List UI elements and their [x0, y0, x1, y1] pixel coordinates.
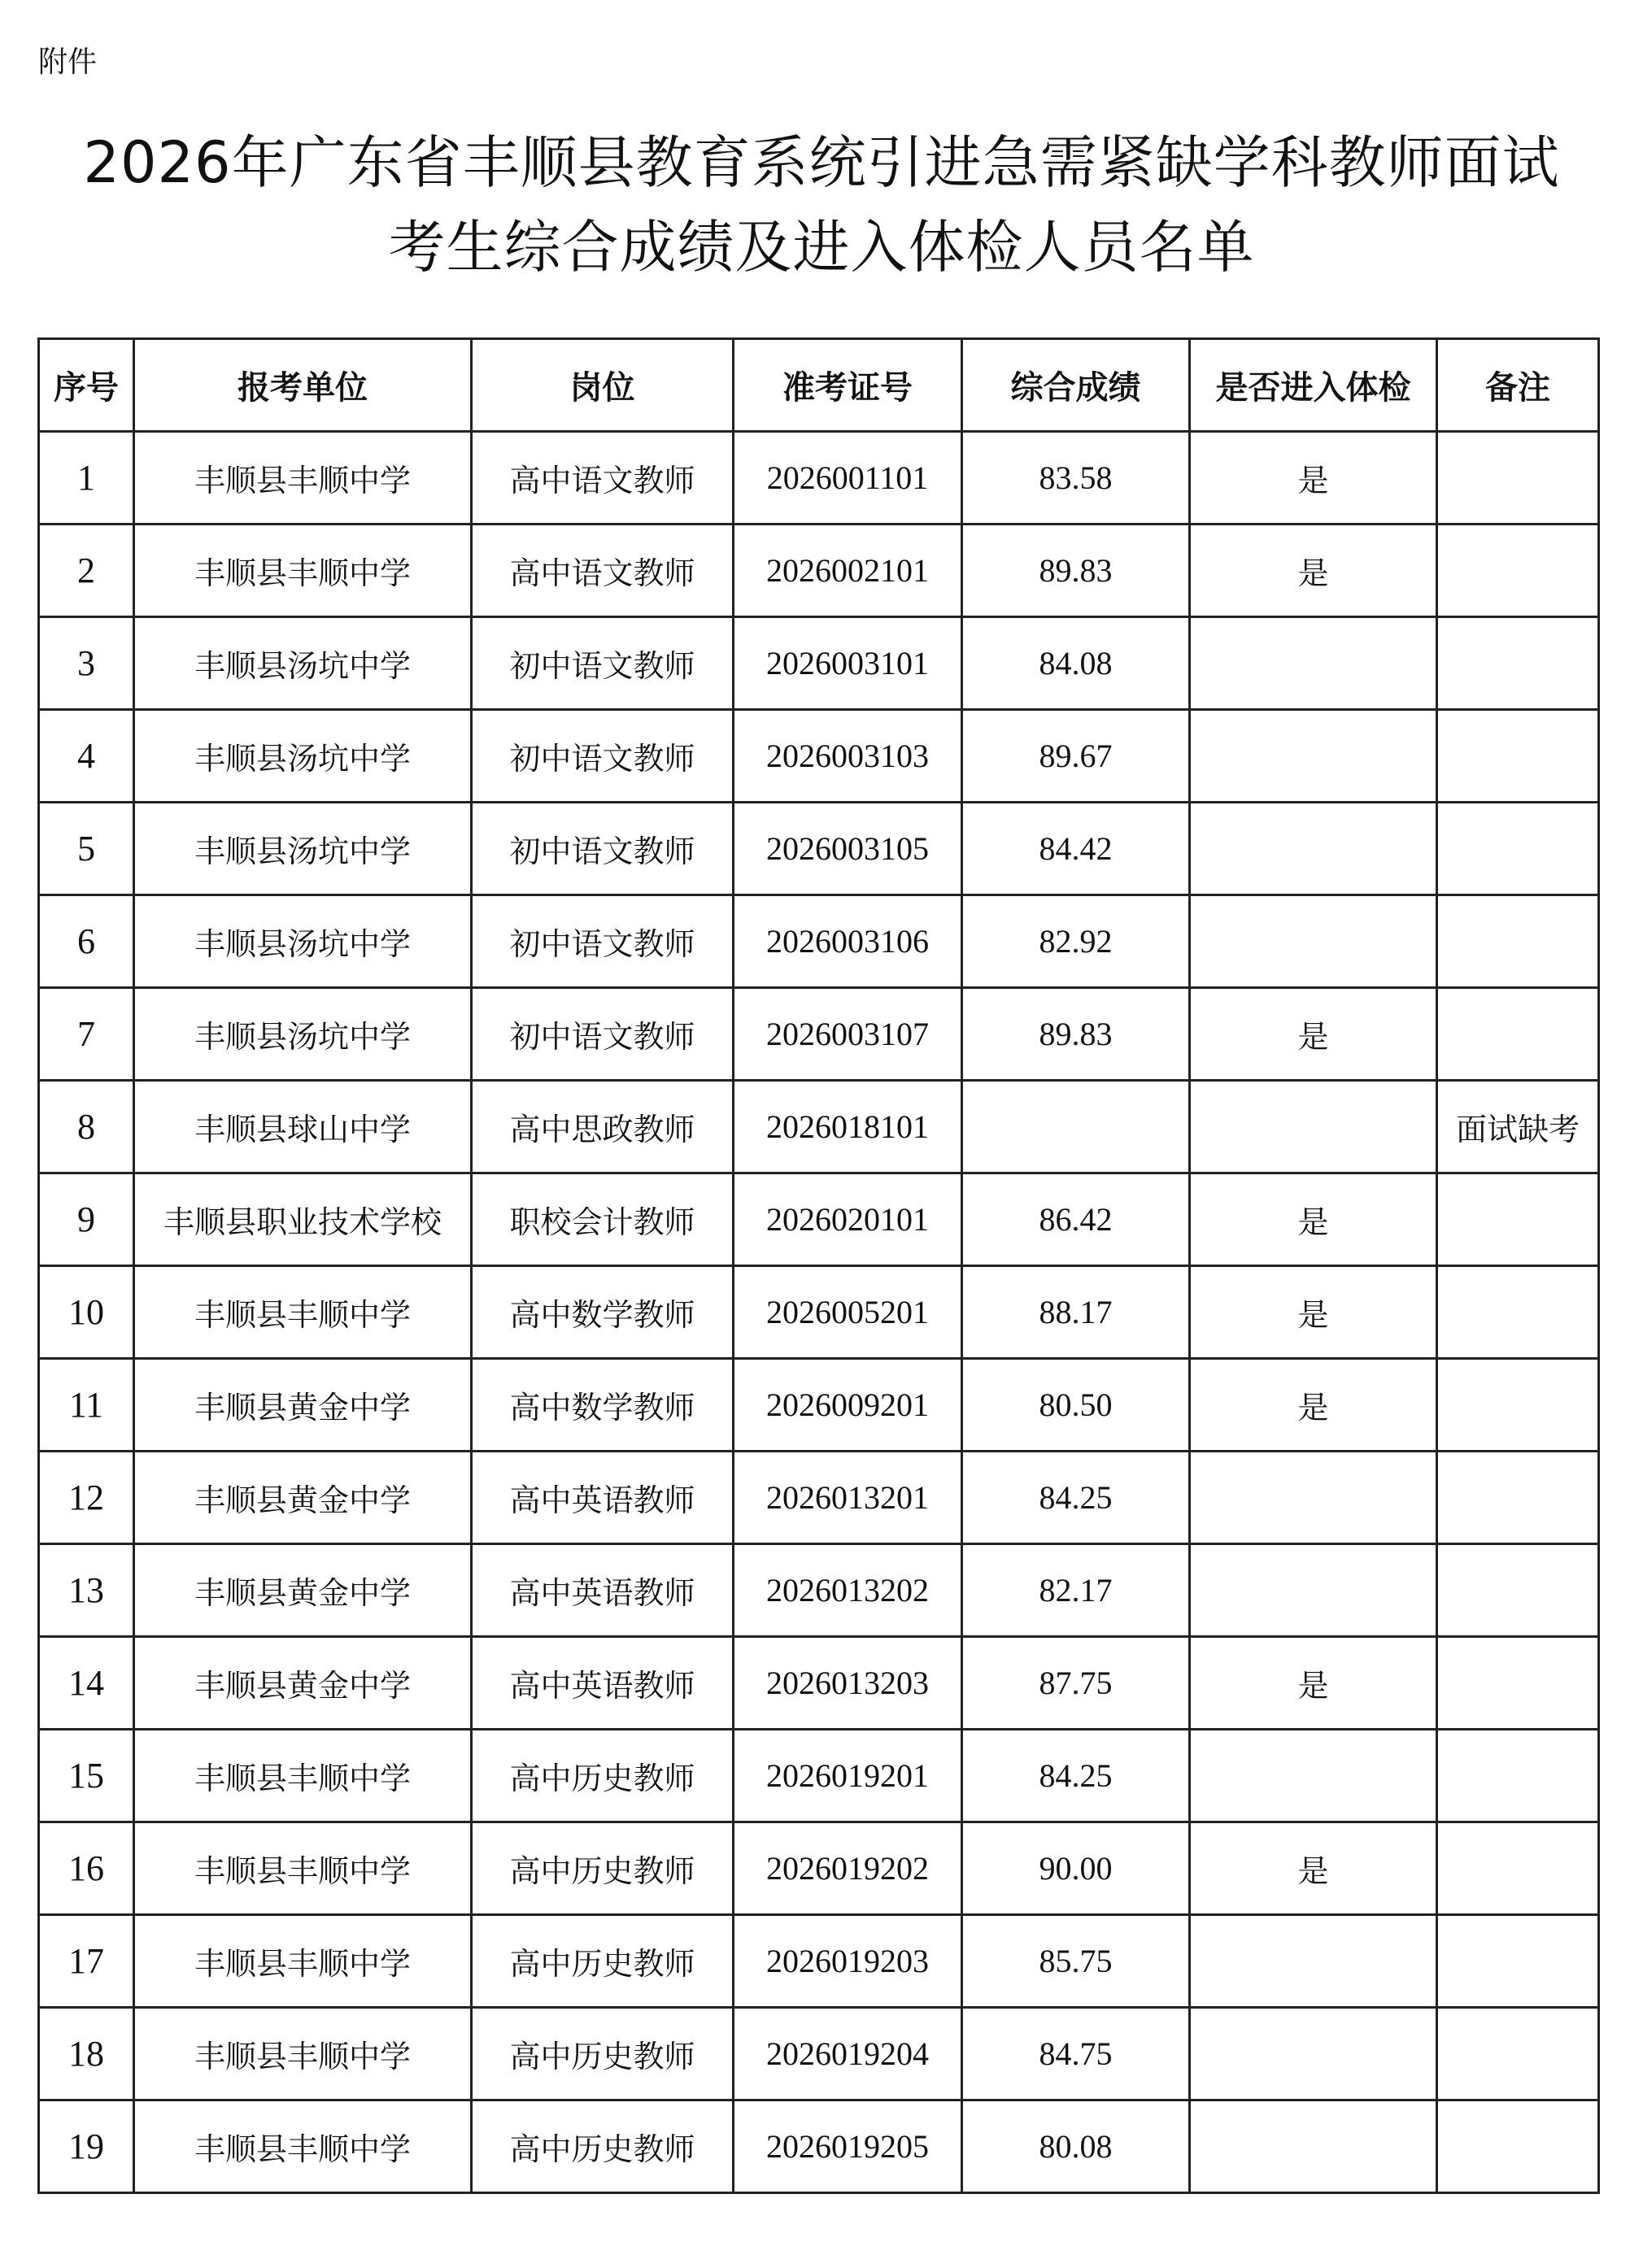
cell-unit: 丰顺县丰顺中学	[134, 1822, 472, 1915]
cell-exam-id: 2026003105	[734, 803, 962, 895]
cell-position: 初中语文教师	[472, 988, 734, 1081]
cell-physical-exam	[1190, 1081, 1437, 1173]
attachment-label: 附件	[38, 46, 98, 79]
cell-exam-id: 2026003106	[734, 895, 962, 988]
cell-remarks	[1437, 617, 1599, 710]
cell-score: 82.17	[962, 1544, 1190, 1637]
cell-unit: 丰顺县丰顺中学	[134, 432, 472, 525]
table-row	[39, 1544, 1599, 1637]
column-header-score: 综合成绩	[962, 339, 1190, 432]
table-row	[39, 1452, 1599, 1544]
cell-unit: 丰顺县丰顺中学	[134, 1730, 472, 1822]
title-line-2: 考生综合成绩及进入体检人员名单	[388, 214, 1255, 281]
column-header-physical-exam: 是否进入体检	[1190, 339, 1437, 432]
cell-index: 1	[39, 432, 134, 525]
cell-remarks	[1437, 1730, 1599, 1822]
cell-unit: 丰顺县丰顺中学	[134, 2100, 472, 2193]
cell-position: 高中数学教师	[472, 1359, 734, 1452]
cell-physical-exam	[1190, 895, 1437, 988]
cell-unit: 丰顺县丰顺中学	[134, 2008, 472, 2100]
cell-physical-exam: 是	[1190, 1266, 1437, 1359]
cell-index: 11	[39, 1359, 134, 1452]
cell-index: 7	[39, 988, 134, 1081]
cell-exam-id: 2026019203	[734, 1915, 962, 2008]
cell-index: 15	[39, 1730, 134, 1822]
cell-position: 初中语文教师	[472, 803, 734, 895]
table-row	[39, 2008, 1599, 2100]
cell-physical-exam	[1190, 1915, 1437, 2008]
table-row	[39, 1266, 1599, 1359]
title-line-1: 2026年广东省丰顺县教育系统引进急需紧缺学科教师面试	[83, 129, 1560, 196]
document-title	[0, 120, 1643, 289]
table-row	[39, 1822, 1599, 1915]
cell-physical-exam	[1190, 1544, 1437, 1637]
cell-index: 2	[39, 525, 134, 617]
cell-physical-exam	[1190, 2100, 1437, 2193]
cell-exam-id: 2026003101	[734, 617, 962, 710]
cell-unit: 丰顺县汤坑中学	[134, 988, 472, 1081]
table-row	[39, 432, 1599, 525]
cell-score: 80.50	[962, 1359, 1190, 1452]
cell-position: 初中语文教师	[472, 895, 734, 988]
cell-score: 84.75	[962, 2008, 1190, 2100]
table-row	[39, 1173, 1599, 1266]
cell-score: 88.17	[962, 1266, 1190, 1359]
cell-position: 高中历史教师	[472, 1822, 734, 1915]
cell-score: 84.42	[962, 803, 1190, 895]
cell-score: 84.25	[962, 1452, 1190, 1544]
cell-exam-id: 2026002101	[734, 525, 962, 617]
cell-index: 4	[39, 710, 134, 803]
cell-remarks	[1437, 803, 1599, 895]
cell-score: 84.25	[962, 1730, 1190, 1822]
table-row	[39, 1081, 1599, 1173]
cell-position: 高中数学教师	[472, 1266, 734, 1359]
cell-score: 89.67	[962, 710, 1190, 803]
cell-index: 3	[39, 617, 134, 710]
cell-physical-exam: 是	[1190, 525, 1437, 617]
cell-exam-id: 2026009201	[734, 1359, 962, 1452]
cell-unit: 丰顺县黄金中学	[134, 1359, 472, 1452]
cell-score: 80.08	[962, 2100, 1190, 2193]
cell-exam-id: 2026001101	[734, 432, 962, 525]
cell-physical-exam	[1190, 1452, 1437, 1544]
cell-remarks	[1437, 1544, 1599, 1637]
cell-unit: 丰顺县丰顺中学	[134, 525, 472, 617]
cell-score: 84.08	[962, 617, 1190, 710]
cell-exam-id: 2026005201	[734, 1266, 962, 1359]
table-row	[39, 1915, 1599, 2008]
cell-index: 9	[39, 1173, 134, 1266]
table-row	[39, 710, 1599, 803]
cell-index: 13	[39, 1544, 134, 1637]
cell-position: 高中英语教师	[472, 1544, 734, 1637]
cell-score	[962, 1081, 1190, 1173]
cell-remarks	[1437, 1359, 1599, 1452]
table-row	[39, 1637, 1599, 1730]
cell-index: 12	[39, 1452, 134, 1544]
cell-index: 19	[39, 2100, 134, 2193]
cell-exam-id: 2026019205	[734, 2100, 962, 2193]
cell-remarks	[1437, 2008, 1599, 2100]
cell-unit: 丰顺县汤坑中学	[134, 710, 472, 803]
cell-unit: 丰顺县汤坑中学	[134, 895, 472, 988]
cell-physical-exam: 是	[1190, 1173, 1437, 1266]
cell-position: 初中语文教师	[472, 710, 734, 803]
cell-score: 83.58	[962, 432, 1190, 525]
cell-position: 高中语文教师	[472, 525, 734, 617]
cell-position: 高中历史教师	[472, 2008, 734, 2100]
column-header-remarks: 备注	[1437, 339, 1599, 432]
column-header-index: 序号	[39, 339, 134, 432]
cell-unit: 丰顺县球山中学	[134, 1081, 472, 1173]
cell-index: 10	[39, 1266, 134, 1359]
cell-unit: 丰顺县汤坑中学	[134, 617, 472, 710]
cell-exam-id: 2026019204	[734, 2008, 962, 2100]
cell-position: 高中思政教师	[472, 1081, 734, 1173]
table-header-row	[39, 339, 1599, 432]
cell-position: 高中英语教师	[472, 1637, 734, 1730]
cell-remarks	[1437, 525, 1599, 617]
table-row	[39, 617, 1599, 710]
table-row	[39, 525, 1599, 617]
results-table	[37, 337, 1600, 2194]
cell-exam-id: 2026003103	[734, 710, 962, 803]
cell-exam-id: 2026013202	[734, 1544, 962, 1637]
table-body	[39, 432, 1599, 2193]
cell-remarks	[1437, 1822, 1599, 1915]
cell-remarks	[1437, 895, 1599, 988]
cell-index: 5	[39, 803, 134, 895]
cell-position: 高中历史教师	[472, 1915, 734, 2008]
cell-position: 职校会计教师	[472, 1173, 734, 1266]
cell-remarks: 面试缺考	[1437, 1081, 1599, 1173]
cell-physical-exam: 是	[1190, 432, 1437, 525]
cell-remarks	[1437, 1637, 1599, 1730]
cell-exam-id: 2026019201	[734, 1730, 962, 1822]
cell-remarks	[1437, 1915, 1599, 2008]
cell-position: 高中语文教师	[472, 432, 734, 525]
cell-index: 14	[39, 1637, 134, 1730]
cell-position: 高中英语教师	[472, 1452, 734, 1544]
cell-physical-exam: 是	[1190, 1822, 1437, 1915]
table-row	[39, 1730, 1599, 1822]
cell-unit: 丰顺县汤坑中学	[134, 803, 472, 895]
cell-physical-exam	[1190, 803, 1437, 895]
cell-exam-id: 2026003107	[734, 988, 962, 1081]
cell-exam-id: 2026020101	[734, 1173, 962, 1266]
cell-exam-id: 2026013201	[734, 1452, 962, 1544]
cell-physical-exam	[1190, 2008, 1437, 2100]
column-header-exam-id: 准考证号	[734, 339, 962, 432]
table-row	[39, 803, 1599, 895]
column-header-unit: 报考单位	[134, 339, 472, 432]
cell-score: 89.83	[962, 525, 1190, 617]
cell-remarks	[1437, 1266, 1599, 1359]
cell-score: 90.00	[962, 1822, 1190, 1915]
cell-unit: 丰顺县黄金中学	[134, 1452, 472, 1544]
cell-physical-exam	[1190, 617, 1437, 710]
cell-index: 6	[39, 895, 134, 988]
cell-unit: 丰顺县丰顺中学	[134, 1915, 472, 2008]
table-row	[39, 895, 1599, 988]
cell-index: 16	[39, 1822, 134, 1915]
cell-remarks	[1437, 432, 1599, 525]
cell-exam-id: 2026019202	[734, 1822, 962, 1915]
cell-index: 18	[39, 2008, 134, 2100]
table-row	[39, 988, 1599, 1081]
cell-score: 82.92	[962, 895, 1190, 988]
cell-remarks	[1437, 1452, 1599, 1544]
cell-physical-exam: 是	[1190, 988, 1437, 1081]
cell-physical-exam	[1190, 1730, 1437, 1822]
table-row	[39, 2100, 1599, 2193]
cell-score: 85.75	[962, 1915, 1190, 2008]
cell-position: 高中历史教师	[472, 2100, 734, 2193]
cell-physical-exam: 是	[1190, 1637, 1437, 1730]
cell-exam-id: 2026018101	[734, 1081, 962, 1173]
cell-exam-id: 2026013203	[734, 1637, 962, 1730]
cell-unit: 丰顺县黄金中学	[134, 1637, 472, 1730]
column-header-position: 岗位	[472, 339, 734, 432]
cell-score: 86.42	[962, 1173, 1190, 1266]
cell-position: 初中语文教师	[472, 617, 734, 710]
cell-unit: 丰顺县职业技术学校	[134, 1173, 472, 1266]
cell-position: 高中历史教师	[472, 1730, 734, 1822]
cell-physical-exam	[1190, 710, 1437, 803]
cell-remarks	[1437, 2100, 1599, 2193]
table-row	[39, 1359, 1599, 1452]
cell-index: 8	[39, 1081, 134, 1173]
cell-score: 89.83	[962, 988, 1190, 1081]
cell-unit: 丰顺县黄金中学	[134, 1544, 472, 1637]
cell-remarks	[1437, 988, 1599, 1081]
cell-index: 17	[39, 1915, 134, 2008]
cell-score: 87.75	[962, 1637, 1190, 1730]
cell-remarks	[1437, 710, 1599, 803]
cell-unit: 丰顺县丰顺中学	[134, 1266, 472, 1359]
cell-remarks	[1437, 1173, 1599, 1266]
cell-physical-exam: 是	[1190, 1359, 1437, 1452]
